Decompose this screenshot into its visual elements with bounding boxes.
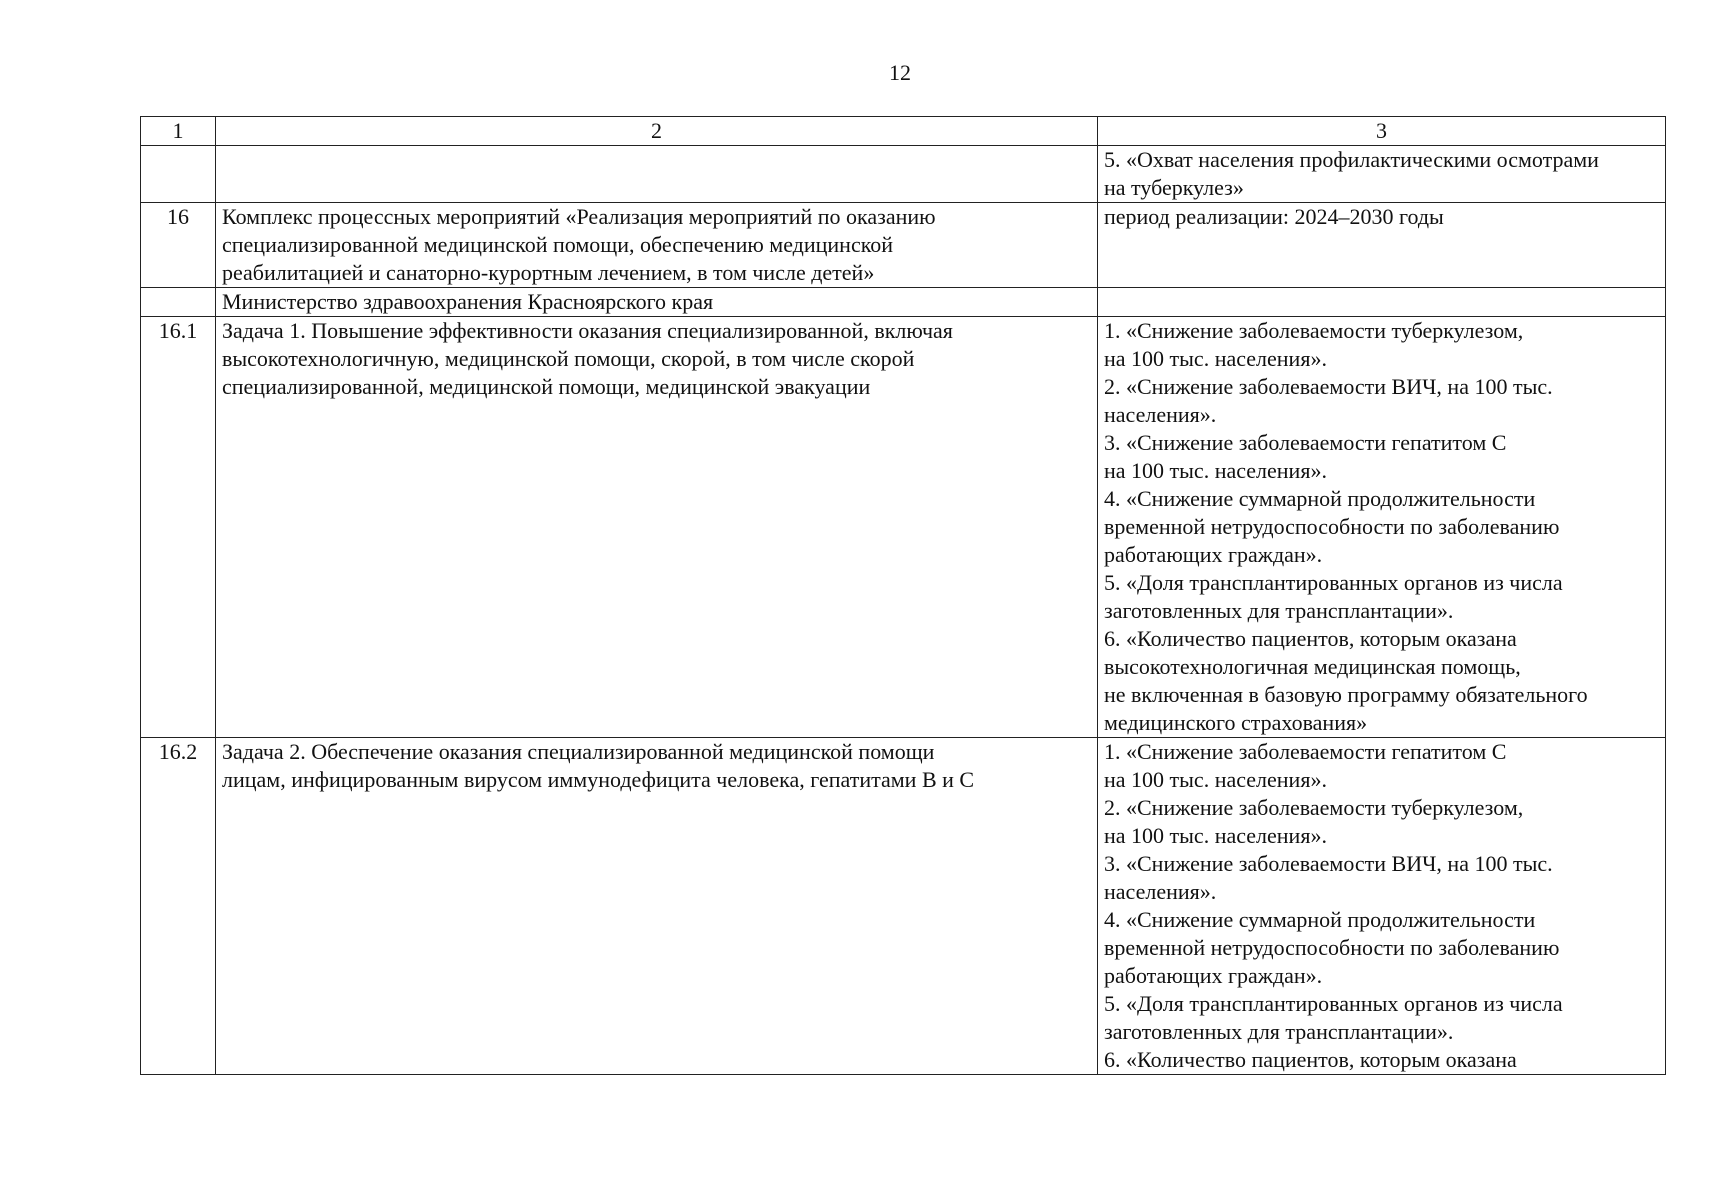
indicator-line: населения». [1104, 879, 1217, 904]
indicator-line: на 100 тыс. населения». [1104, 346, 1327, 371]
description-line: Министерство здравоохранения Красноярского края [222, 289, 714, 314]
indicator-line: временной нетрудоспособности по заболеванию [1104, 935, 1560, 960]
indicator-line: 3. «Снижение заболеваемости гепатитом С [1104, 430, 1507, 455]
row-number [141, 288, 216, 317]
indicator-line: заготовленных для трансплантации». [1104, 1019, 1454, 1044]
description-line: Задача 2. Обеспечение оказания специализированной медицинской помощи [222, 739, 935, 764]
indicator-line: 2. «Снижение заболеваемости туберкулезом, [1104, 795, 1524, 820]
row-number: 16.2 [141, 738, 216, 1075]
header-col-3: 3 [1098, 117, 1666, 146]
indicator-line: период реализации: 2024–2030 годы [1104, 204, 1444, 229]
table-row [141, 288, 1666, 317]
indicator-line: 1. «Снижение заболеваемости туберкулезом, [1104, 318, 1524, 343]
row-number: 16 [141, 203, 216, 288]
indicator-line: 6. «Количество пациентов, которым оказана [1104, 1047, 1517, 1072]
indicator-line: не включенная в базовую программу обязательного [1104, 682, 1588, 707]
indicator-line: 5. «Доля трансплантированных органов из числа [1104, 991, 1563, 1016]
table-row [141, 146, 1666, 203]
row-number: 16.1 [141, 317, 216, 738]
row-indicators [1098, 317, 1666, 738]
description-line: специализированной медицинской помощи, обеспечению медицинской [222, 232, 894, 257]
indicator-line: высокотехнологичная медицинская помощь, [1104, 654, 1521, 679]
indicator-line: 5. «Охват населения профилактическими осмотрами [1104, 147, 1599, 172]
indicator-line: 2. «Снижение заболеваемости ВИЧ, на 100 тыс. [1104, 374, 1553, 399]
indicator-line: заготовленных для трансплантации». [1104, 598, 1454, 623]
table-body [141, 117, 1666, 1075]
indicator-line: работающих граждан». [1104, 963, 1323, 988]
indicator-line: на 100 тыс. населения». [1104, 823, 1327, 848]
page-number: 12 [889, 60, 911, 85]
document-table [140, 116, 1666, 1075]
description-line: лицам, инфицированным вирусом иммунодефицита человека, гепатитами В и С [222, 767, 975, 792]
indicator-line: 1. «Снижение заболеваемости гепатитом С [1104, 739, 1507, 764]
row-description [216, 203, 1098, 288]
indicator-line: работающих граждан». [1104, 542, 1323, 567]
row-indicators [1098, 288, 1666, 317]
description-line: высокотехнологичную, медицинской помощи, скорой, в том числе скорой [222, 346, 915, 371]
header-row [141, 117, 1666, 146]
row-description [216, 738, 1098, 1075]
indicator-line: 4. «Снижение суммарной продолжительности [1104, 907, 1536, 932]
table-row [141, 738, 1666, 1075]
indicator-line: 4. «Снижение суммарной продолжительности [1104, 486, 1536, 511]
indicator-line: на 100 тыс. населения». [1104, 458, 1327, 483]
indicator-line: медицинского страхования» [1104, 710, 1368, 735]
description-line: реабилитацией и санаторно-курортным лечением, в том числе детей» [222, 260, 875, 285]
indicator-line: населения». [1104, 402, 1217, 427]
header-col-1: 1 [141, 117, 216, 146]
row-description [216, 288, 1098, 317]
description-line: Задача 1. Повышение эффективности оказания специализированной, включая [222, 318, 953, 343]
row-indicators [1098, 203, 1666, 288]
row-description [216, 317, 1098, 738]
table-row [141, 317, 1666, 738]
description-line: Комплекс процессных мероприятий «Реализация мероприятий по оказанию [222, 204, 936, 229]
row-description [216, 146, 1098, 203]
indicator-line: временной нетрудоспособности по заболеванию [1104, 514, 1560, 539]
indicator-line: на 100 тыс. населения». [1104, 767, 1327, 792]
indicator-line: на туберкулез» [1104, 175, 1244, 200]
indicator-line: 6. «Количество пациентов, которым оказана [1104, 626, 1517, 651]
row-indicators [1098, 146, 1666, 203]
header-col-2: 2 [216, 117, 1098, 146]
table-row [141, 203, 1666, 288]
indicator-line: 3. «Снижение заболеваемости ВИЧ, на 100 тыс. [1104, 851, 1553, 876]
indicator-line: 5. «Доля трансплантированных органов из числа [1104, 570, 1563, 595]
description-line: специализированной, медицинской помощи, медицинской эвакуации [222, 374, 871, 399]
row-number [141, 146, 216, 203]
row-indicators [1098, 738, 1666, 1075]
